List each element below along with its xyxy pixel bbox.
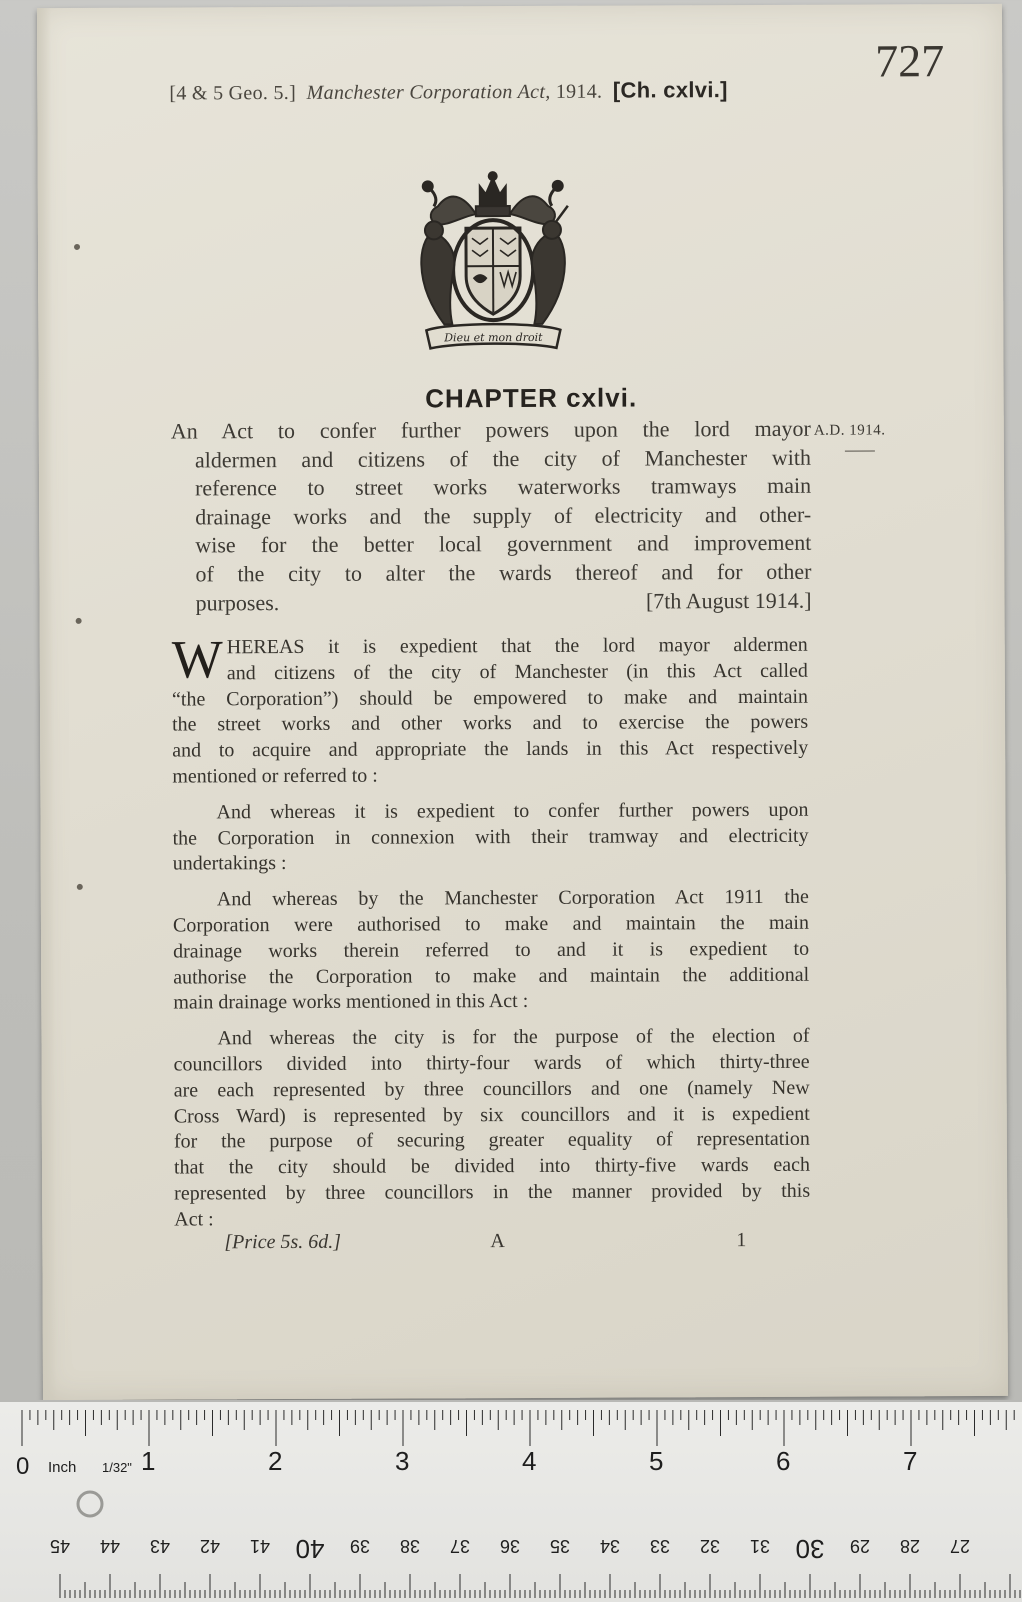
- cm-label: 34: [600, 1536, 620, 1556]
- inch-label: 3: [395, 1446, 409, 1476]
- ruler-zero-label: 0: [16, 1453, 29, 1480]
- long-title: [171, 415, 812, 618]
- paragraph-line: mentioned or referred to :: [172, 762, 808, 791]
- page-number: 727: [875, 34, 944, 87]
- crest-motto: Dieu et mon droit: [443, 331, 543, 344]
- paragraph-line: undertakings :: [173, 849, 809, 878]
- paragraph-line: are each represented by three councillors and one (namely New: [174, 1076, 810, 1105]
- preamble-paragraph-2: [172, 798, 808, 878]
- ruler-fraction-label: 1/32": [102, 1460, 132, 1475]
- binding-hole: [77, 884, 83, 890]
- cm-label: 35: [550, 1536, 570, 1556]
- inch-label: 5: [649, 1446, 663, 1476]
- paragraph-line: represented by three councillors in the manner provided by this: [174, 1179, 810, 1208]
- cm-label: 30: [796, 1534, 825, 1564]
- inch-label: 2: [268, 1446, 282, 1476]
- paragraph-line: And whereas it is expedient to confer further powers upon: [172, 798, 808, 827]
- long-title-line: An Act to confer further powers upon the lord mayor: [171, 415, 811, 446]
- running-header: [169, 77, 728, 105]
- paragraph-line: for the purpose of securing greater equality of representation: [174, 1127, 810, 1156]
- paragraph-line: authorise the Corporation to make and maintain the additional: [173, 962, 809, 991]
- inch-ticks: [22, 1410, 1014, 1446]
- chapter-title: CHAPTER cxlvi.: [39, 381, 1004, 416]
- price-note: [Price 5s. 6d.]: [224, 1231, 341, 1255]
- paragraph-line: and citizens of the city of Manchester (in this Act called: [172, 659, 808, 688]
- inch-label: 6: [776, 1446, 790, 1476]
- cm-label: 32: [700, 1536, 720, 1556]
- cm-label: 31: [750, 1536, 770, 1556]
- paragraph-line: Corporation were authorised to make and maintain the main: [173, 911, 809, 940]
- preamble-paragraph-3: [173, 885, 810, 1017]
- paragraph-line: and to acquire and appropriate the lands in this Act respectively: [172, 736, 808, 765]
- cm-label: 41: [250, 1536, 270, 1556]
- ruler-unit-label: Inch: [48, 1459, 76, 1476]
- paragraph-line: that the city should be divided into thirty-five wards each: [174, 1153, 810, 1182]
- paragraph-line: the Corporation in connexion with their tramway and electricity: [173, 823, 809, 852]
- royal-assent-date: [7th August 1914.]: [646, 586, 812, 615]
- chapter-reference: [Ch. cxlvi.]: [613, 77, 728, 103]
- paragraph-line: And whereas the city is for the purpose of the election of: [173, 1024, 809, 1053]
- inch-label: 4: [522, 1446, 536, 1476]
- cm-label: 27: [950, 1536, 970, 1556]
- long-title-line: wise for the better local government and improvement: [171, 529, 811, 560]
- measuring-ruler: [0, 1400, 1022, 1602]
- act-short-title: Manchester Corporation Act,: [307, 81, 551, 104]
- cm-ticks: [60, 1574, 1020, 1598]
- ruler-hang-hole: [78, 1492, 102, 1516]
- paragraph-line: councillors divided into thirty-four wards of which thirty-three: [174, 1050, 810, 1079]
- act-year: 1914.: [556, 81, 603, 103]
- inch-label: 1: [141, 1446, 155, 1476]
- signature-mark-1: 1: [736, 1229, 746, 1252]
- cm-label: 45: [50, 1536, 70, 1556]
- document-page: [37, 4, 1008, 1400]
- binding-hole: [76, 618, 82, 624]
- binding-hole: [74, 244, 80, 250]
- paragraph-line: “the Corporation”) should be empowered to make and maintain: [172, 684, 808, 713]
- inch-label: 7: [903, 1446, 917, 1476]
- cm-label: 37: [450, 1536, 470, 1556]
- cm-label: 36: [500, 1536, 520, 1556]
- margin-rule: [845, 450, 875, 451]
- long-title-line: drainage works and the supply of electricity and other-: [171, 501, 811, 532]
- paragraph-line: Cross Ward) is represented by six councillors and it is expedient: [174, 1101, 810, 1130]
- cm-label: 40: [296, 1534, 325, 1564]
- long-title-last-word: purposes.: [196, 589, 280, 618]
- paragraph-line: And whereas by the Manchester Corporation Act 1911 the: [173, 885, 809, 914]
- signature-mark-a: A: [490, 1230, 505, 1253]
- cm-label: 43: [150, 1536, 170, 1556]
- cm-label: 29: [850, 1536, 870, 1556]
- long-title-line: of the city to alter the wards thereof and for other: [171, 558, 811, 589]
- ruler-scale: [0, 1402, 1022, 1602]
- long-title-line: reference to street works waterworks tramways main: [171, 472, 811, 503]
- preamble-paragraph-1: [172, 633, 809, 791]
- paragraph-line: the street works and other works and to exercise the powers: [172, 710, 808, 739]
- margin-note-year: A.D. 1914.: [814, 422, 886, 439]
- regnal-year: [4 & 5 Geo. 5.]: [169, 82, 296, 105]
- long-title-final-line: [172, 586, 812, 617]
- long-title-line: aldermen and citizens of the city of Manchester with: [171, 443, 811, 474]
- cm-label: 39: [350, 1536, 370, 1556]
- preamble-paragraph-4: [173, 1024, 810, 1233]
- cm-label: 44: [100, 1536, 120, 1556]
- paragraph-line: drainage works therein referred to and it is expedient to: [173, 937, 809, 966]
- cm-label: 42: [200, 1536, 220, 1556]
- cm-label: 28: [900, 1536, 920, 1556]
- paragraph-line: Act :: [174, 1204, 810, 1233]
- page-edge: [37, 8, 57, 1400]
- cm-label: 33: [650, 1536, 670, 1556]
- paragraph-line: HEREAS it is expedient that the lord mayor aldermen: [172, 633, 808, 662]
- paragraph-line: main drainage works mentioned in this Act :: [173, 988, 809, 1017]
- preamble: [172, 633, 811, 1243]
- royal-coat-of-arms-icon: [408, 166, 579, 357]
- drop-cap: W: [172, 637, 223, 681]
- cm-label: 38: [400, 1536, 420, 1556]
